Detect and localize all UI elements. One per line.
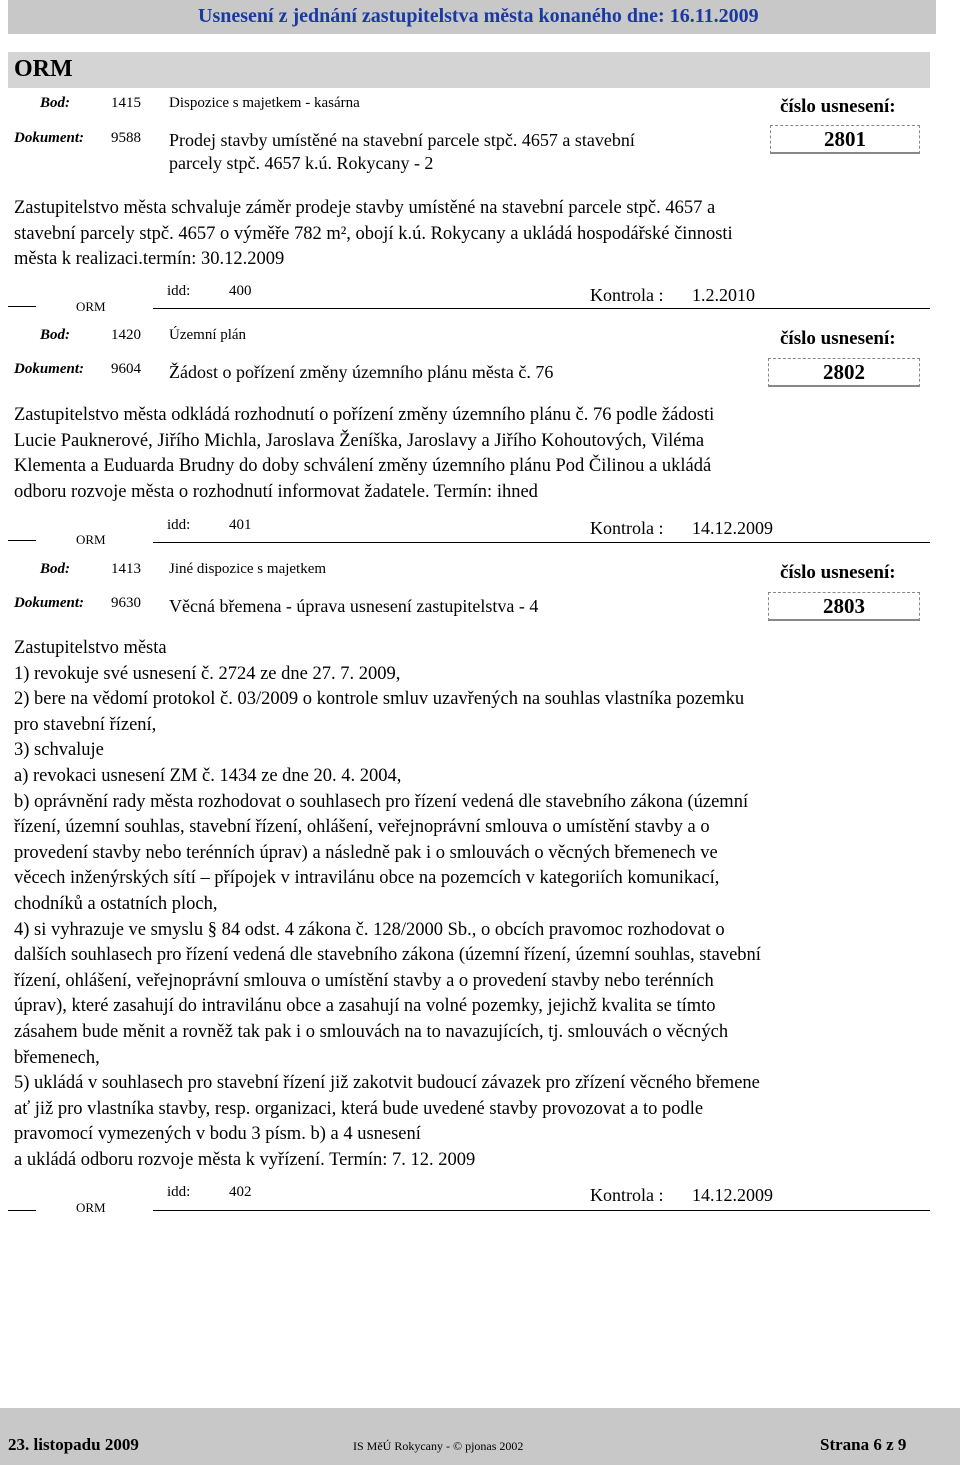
page-footer	[0, 1408, 960, 1465]
dokument-label: Dokument:	[14, 130, 85, 146]
resolution-text	[14, 196, 733, 273]
text-line: pro stavební řízení,	[14, 714, 157, 735]
cislo-label: číslo usnesení:	[780, 96, 896, 117]
kontrola-date: 14.12.2009	[692, 1185, 773, 1205]
orm-label: ORM	[76, 532, 106, 547]
orm-label: ORM	[76, 299, 106, 314]
text-line: 4) si vyhrazuje ve smyslu § 84 odst. 4 zákona č. 128/2000 Sb., o obcích pravomoc rozhodovat o	[14, 919, 725, 940]
cislo-label: číslo usnesení:	[780, 328, 896, 349]
kontrola-date: 14.12.2009	[692, 518, 773, 538]
separator-dash	[8, 306, 36, 307]
kontrola-date: 1.2.2010	[692, 285, 755, 305]
text-line: řízení, ohlášení, veřejnoprávní smlouva o umístění stavby a o provedení stavby nebo terénních	[14, 970, 714, 991]
text-line: města k realizaci.termín: 30.12.2009	[14, 249, 285, 270]
text-line: Zastupitelstvo města	[14, 638, 167, 658]
idd-value: 401	[229, 517, 252, 533]
text-line: pravomocí vymezených v bodu 3 písm. b) a 4 usnesení	[14, 1124, 421, 1145]
resolution-number: 2802	[768, 358, 920, 387]
dokument-text	[169, 129, 635, 175]
text-line: Lucie Pauknerové, Jiřího Michla, Jaroslava Ženíška, Jaroslavy a Jiřího Kohoutových, Viléma	[14, 430, 705, 451]
text-line: 2) bere na vědomí protokol č. 03/2009 o kontrole smluv uzavřených na souhlas vlastníka pozemku	[14, 689, 745, 710]
kontrola-label: Kontrola :	[590, 1185, 664, 1205]
control-line	[153, 1210, 930, 1211]
idd-value: 402	[229, 1184, 252, 1200]
text-line: Klementa a Euduarda Brudny do doby schválení změny územního plánu Pod Čilinou a ukládá	[14, 456, 712, 477]
text-line: chodníků a ostatních ploch,	[14, 893, 218, 914]
bod-text: Dispozice s majetkem - kasárna	[169, 95, 360, 111]
orm-label: ORM	[76, 1200, 106, 1215]
kontrola-label: Kontrola :	[590, 518, 664, 538]
dokument-line: Žádost o pořízení změny územního plánu města č. 76	[169, 362, 554, 382]
control-line	[153, 542, 930, 543]
bod-number: 1413	[111, 561, 141, 577]
text-line: řízení, územní souhlas, stavební řízení, ohlášení, veřejnoprávní smlouva o umístění stavby a o	[14, 817, 710, 838]
text-line: dalších souhlasech pro řízení vedená dle stavebního zákona (územní řízení, územní souhlas, stavební	[14, 945, 761, 966]
text-line: a) revokaci usnesení ZM č. 1434 ze dne 20. 4. 2004,	[14, 765, 402, 786]
idd-label: idd:	[167, 283, 191, 299]
dokument-number: 9630	[111, 595, 141, 611]
text-line: břemenech,	[14, 1047, 100, 1068]
bod-number: 1420	[111, 327, 141, 343]
resolution-number: 2801	[770, 125, 920, 154]
footer-page: Strana 6 z 9	[820, 1435, 907, 1454]
dokument-label: Dokument:	[14, 595, 85, 611]
dokument-number: 9588	[111, 130, 141, 146]
bod-text: Územní plán	[169, 327, 247, 343]
bod-label: Bod:	[40, 561, 70, 577]
idd-label: idd:	[167, 517, 191, 533]
text-line: úprav), které zasahují do intravilánu obce a zasahují na volné pozemky, jejichž kvalita se tímto	[14, 996, 716, 1017]
bod-label: Bod:	[40, 327, 70, 343]
idd-label: idd:	[167, 1184, 191, 1200]
text-line: věcech inženýrských sítí – přípojek v intravilánu obce na pozemcích v kategoriích komunikací,	[14, 868, 720, 889]
dokument-line: Prodej stavby umístěné na stavební parcele stpč. 4657 a stavební	[169, 130, 635, 150]
text-line: provedení stavby nebo terénních úprav) a následně pak i o smlouvách o věcných břemenech ve	[14, 842, 718, 863]
text-line: zásahem bude měnit a rovněž tak pak i o smlouvách na to navazujících, tj. smlouvách o věcných	[14, 1021, 729, 1042]
dokument-number: 9604	[111, 361, 141, 377]
dokument-label: Dokument:	[14, 361, 85, 377]
resolution-text	[14, 636, 761, 1173]
text-line: a ukládá odboru rozvoje města k vyřízení. Termín: 7. 12. 2009	[14, 1149, 476, 1170]
kontrola-label: Kontrola :	[590, 285, 664, 305]
text-line: b) oprávnění rady města rozhodovat o souhlasech pro řízení vedená dle stavebního zákona (územní	[14, 791, 749, 812]
bod-label: Bod:	[40, 95, 70, 111]
header-title: Usnesení z jednání zastupitelstva města konaného dne: 16.11.2009	[198, 5, 759, 27]
text-line: 5) ukládá v souhlasech pro stavební řízení již zakotvit budoucí závazek pro zřízení věcného břemene	[14, 1073, 760, 1094]
text-line: stavební parcely stpč. 4657 o výměře 782 m², obojí k.ú. Rokycany a ukládá hospodářské činnosti	[14, 223, 733, 244]
bod-text: Jiné dispozice s majetkem	[169, 561, 327, 577]
separator-dash	[8, 540, 36, 541]
bod-number: 1415	[111, 95, 141, 111]
text-line: 1) revokuje své usnesení č. 2724 ze dne 27. 7. 2009,	[14, 663, 401, 684]
dokument-line: parcely stpč. 4657 k.ú. Rokycany - 2	[169, 153, 434, 173]
text-line: ať již pro vlastníka stavby, resp. organizaci, která bude uvedené stavby provozovat a to podle	[14, 1098, 704, 1119]
footer-center: IS MěÚ Rokycany - © pjonas 2002	[353, 1439, 524, 1453]
resolution-number: 2803	[768, 592, 920, 621]
section-bar	[8, 52, 930, 88]
dokument-text	[169, 595, 538, 618]
text-line: Zastupitelstvo města odkládá rozhodnutí o pořízení změny územního plánu č. 76 podle žádosti	[14, 405, 715, 425]
resolution-text	[14, 403, 714, 505]
footer-date: 23. listopadu 2009	[8, 1435, 139, 1454]
dokument-line: Věcná břemena - úprava usnesení zastupitelstva - 4	[169, 596, 539, 616]
dokument-text	[169, 361, 553, 384]
text-line: 3) schvaluje	[14, 740, 104, 761]
separator-dash	[8, 1210, 36, 1211]
cislo-label: číslo usnesení:	[780, 562, 896, 583]
text-line: odboru rozvoje města o rozhodnutí informovat žadatele. Termín: ihned	[14, 481, 538, 502]
idd-value: 400	[229, 283, 252, 299]
control-line	[153, 308, 930, 309]
section-name: ORM	[14, 56, 73, 82]
page-header	[8, 0, 936, 34]
text-line: Zastupitelstvo města schvaluje záměr prodeje stavby umístěné na stavební parcele stpč. 4657 a	[14, 198, 716, 218]
